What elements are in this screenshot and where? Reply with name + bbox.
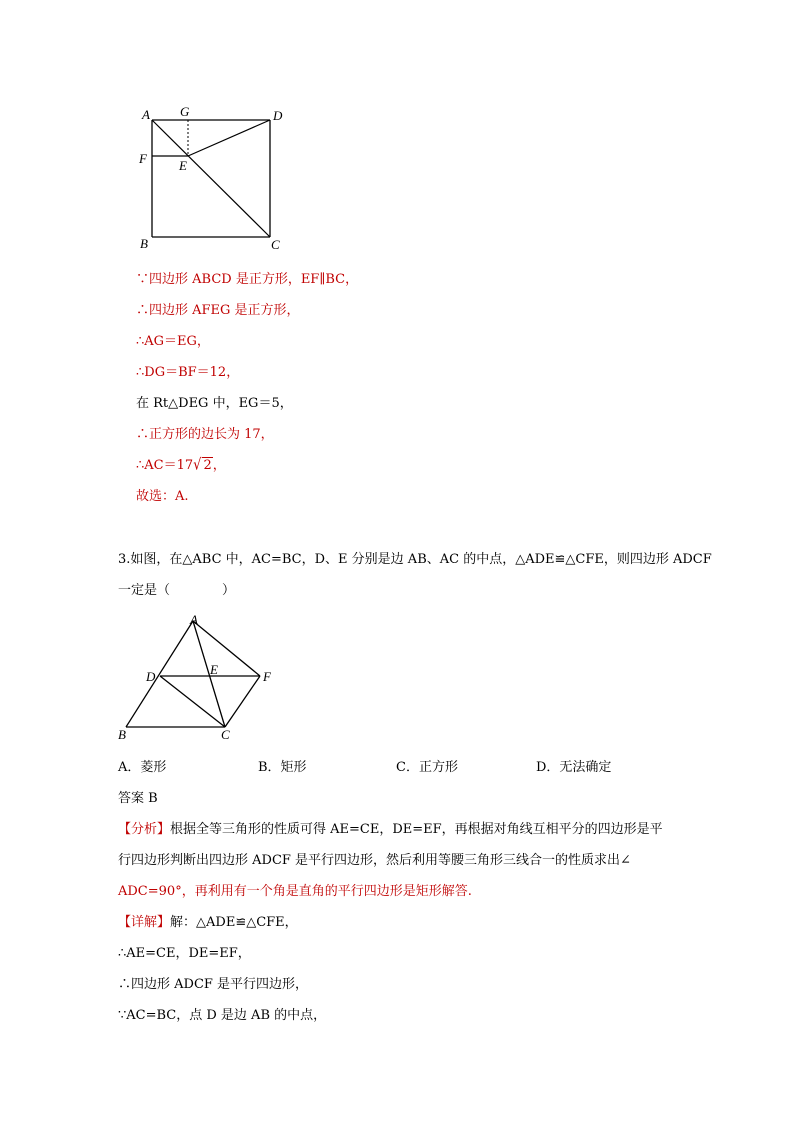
detail-line1: [118, 914, 298, 932]
solution1-line8: 故选：A.: [136, 489, 189, 504]
sqrt-radicand: 2: [203, 458, 212, 473]
solution1-line7: [136, 457, 226, 475]
question3-stem-line2: 一定是（ ）: [118, 583, 236, 598]
analysis-line3: ADC=90°，再利用有一个角是直角的平行四边形是矩形解答.: [118, 884, 472, 899]
analysis-text1: 根据全等三角形的性质可得 AE=CE，DE=EF，再根据对角线互相平分的四边形是平: [170, 822, 663, 837]
segment-af: [193, 621, 260, 676]
solution1-line5: 在 Rt△DEG 中，EG＝5，: [136, 396, 293, 411]
segment-ab: [126, 621, 193, 727]
solution1-line2: ∴四边形 AFEG 是正方形，: [136, 303, 300, 318]
label-c: C: [271, 237, 280, 250]
detail-line2: ∴AE=CE，DE=EF，: [118, 946, 251, 961]
option-d: D．无法确定: [536, 760, 612, 775]
segment-dc: [160, 676, 225, 727]
label-f2: F: [263, 669, 271, 684]
analysis-line2: 行四边形判断出四边形 ADCF 是平行四边形，然后利用等腰三角形三线合一的性质求出∠: [118, 853, 631, 868]
option-b: B．矩形: [258, 760, 307, 775]
segment-ac: [193, 621, 225, 727]
solution1-line6: ∴正方形的边长为 17，: [136, 427, 274, 442]
segment-fc: [225, 676, 260, 727]
label-b: B: [140, 236, 148, 250]
analysis-tag: 【分析】: [118, 822, 171, 837]
label-c2: C: [221, 727, 230, 742]
label-e: E: [179, 158, 187, 173]
analysis-line1: [118, 821, 663, 839]
detail-tag: 【详解】: [118, 915, 171, 930]
segment-ed: [188, 120, 270, 156]
diagonal-ac: [152, 120, 270, 237]
label-g: G: [180, 104, 190, 119]
label-d2: D: [146, 669, 156, 684]
label-e2: E: [210, 662, 218, 677]
solution1-line1: ∵四边形 ABCD 是正方形，EF∥BC，: [136, 272, 359, 287]
answer-line: 答案 B: [118, 791, 158, 806]
label-d: D: [273, 108, 283, 123]
option-a: A．菱形: [118, 760, 167, 775]
detail-text1: 解：△ADE≌△CFE，: [170, 915, 298, 930]
solution1-line4: ∴DG＝BF＝12，: [136, 365, 240, 380]
label-a: A: [142, 107, 150, 122]
triangle-figure: [112, 608, 282, 743]
detail-line3: ∴四边形 ADCF 是平行四边形，: [118, 977, 309, 992]
label-a2: A: [190, 612, 198, 627]
square-figure: [130, 100, 290, 250]
label-b2: B: [118, 727, 126, 742]
label-f: F: [139, 151, 147, 166]
question3-stem-line1: 3.如图，在△ABC 中，AC=BC，D、E 分别是边 AB、AC 的中点，△ADE≌△CFE，则四边形 ADCF: [118, 552, 712, 567]
option-c: C．正方形: [396, 760, 458, 775]
detail-line4: ∵AC=BC，点 D 是边 AB 的中点，: [118, 1008, 327, 1023]
solution1-line3: ∴AG＝EG，: [136, 334, 210, 349]
sqrt-symbol: √ 2: [193, 456, 212, 475]
solution1-line7-prefix: ∴AC＝17: [136, 458, 194, 473]
solution1-line7-suffix: ，: [212, 458, 226, 473]
